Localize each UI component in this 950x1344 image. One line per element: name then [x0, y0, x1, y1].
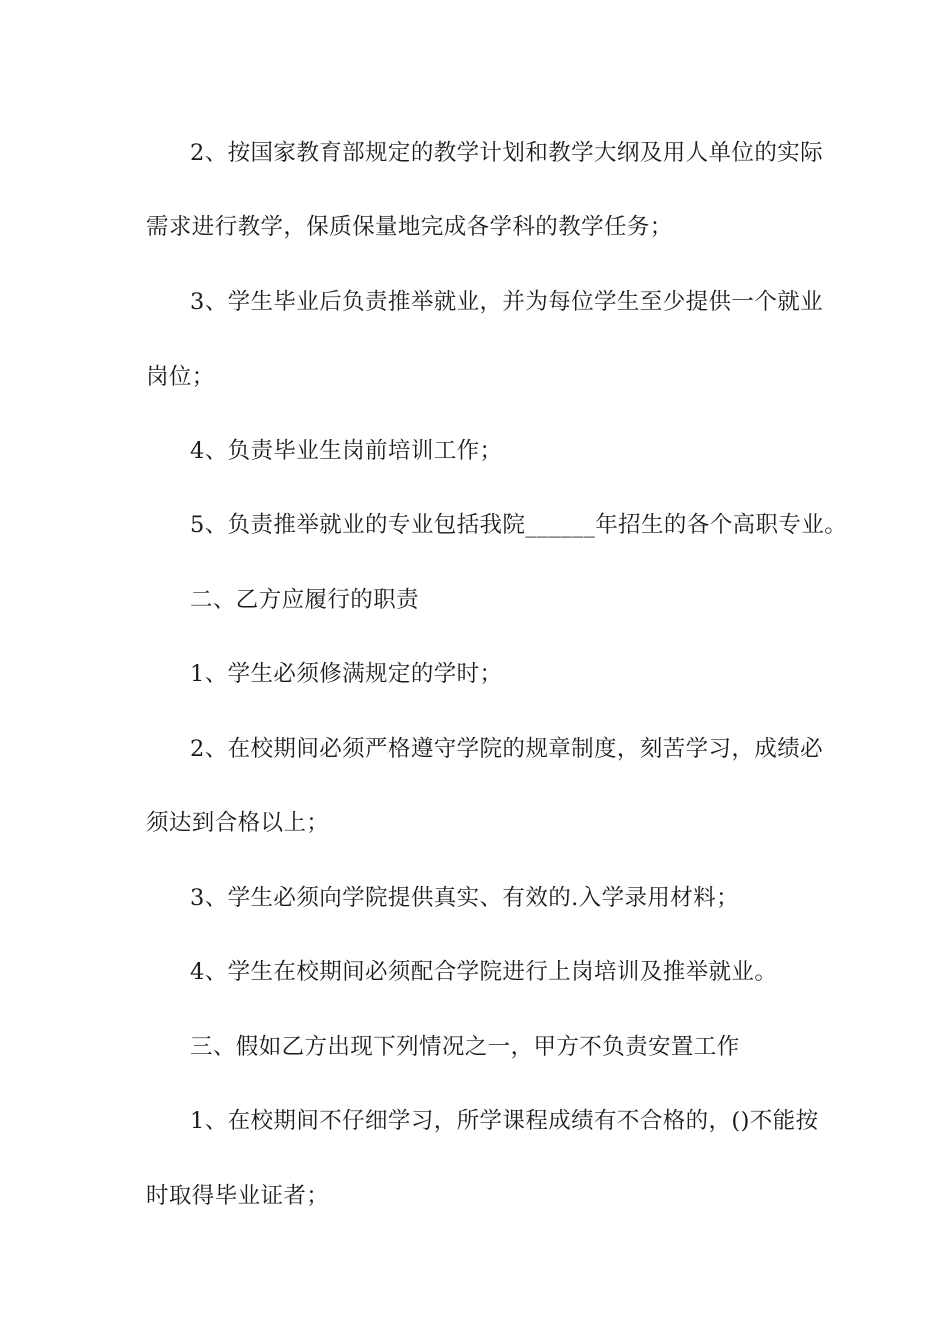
paragraph-line-1: 2、按国家教育部规定的教学计划和教学大纲及用人单位的实际 — [190, 140, 824, 166]
section-heading-3: 三、假如乙方出现下列情况之一，甲方不负责安置工作 — [190, 1034, 740, 1060]
paragraph-line-4: 岗位； — [146, 364, 215, 390]
paragraph-line-10: 须达到合格以上； — [146, 810, 330, 836]
paragraph-line-5: 4、负责毕业生岗前培训工作； — [190, 438, 503, 464]
paragraph-line-9: 2、在校期间必须严格遵守学院的规章制度，刻苦学习，成绩必 — [190, 736, 824, 762]
paragraph-line-15: 时取得毕业证者； — [146, 1183, 330, 1209]
paragraph-line-6: 5、负责推举就业的专业包括我院______年招生的各个高职专业。 — [190, 512, 848, 538]
paragraph-line-3: 3、学生毕业后负责推举就业，并为每位学生至少提供一个就业 — [190, 289, 824, 315]
paragraph-line-14: 1、在校期间不仔细学习，所学课程成绩有不合格的，()不能按 — [190, 1108, 819, 1134]
paragraph-line-11: 3、学生必须向学院提供真实、有效的.入学录用材料； — [190, 885, 739, 911]
paragraph-line-2: 需求进行教学，保质保量地完成各学科的教学任务； — [146, 214, 673, 240]
paragraph-line-12: 4、学生在校期间必须配合学院进行上岗培训及推举就业。 — [190, 959, 778, 985]
section-heading-2: 二、乙方应履行的职责 — [190, 587, 420, 613]
paragraph-line-8: 1、学生必须修满规定的学时； — [190, 661, 503, 687]
